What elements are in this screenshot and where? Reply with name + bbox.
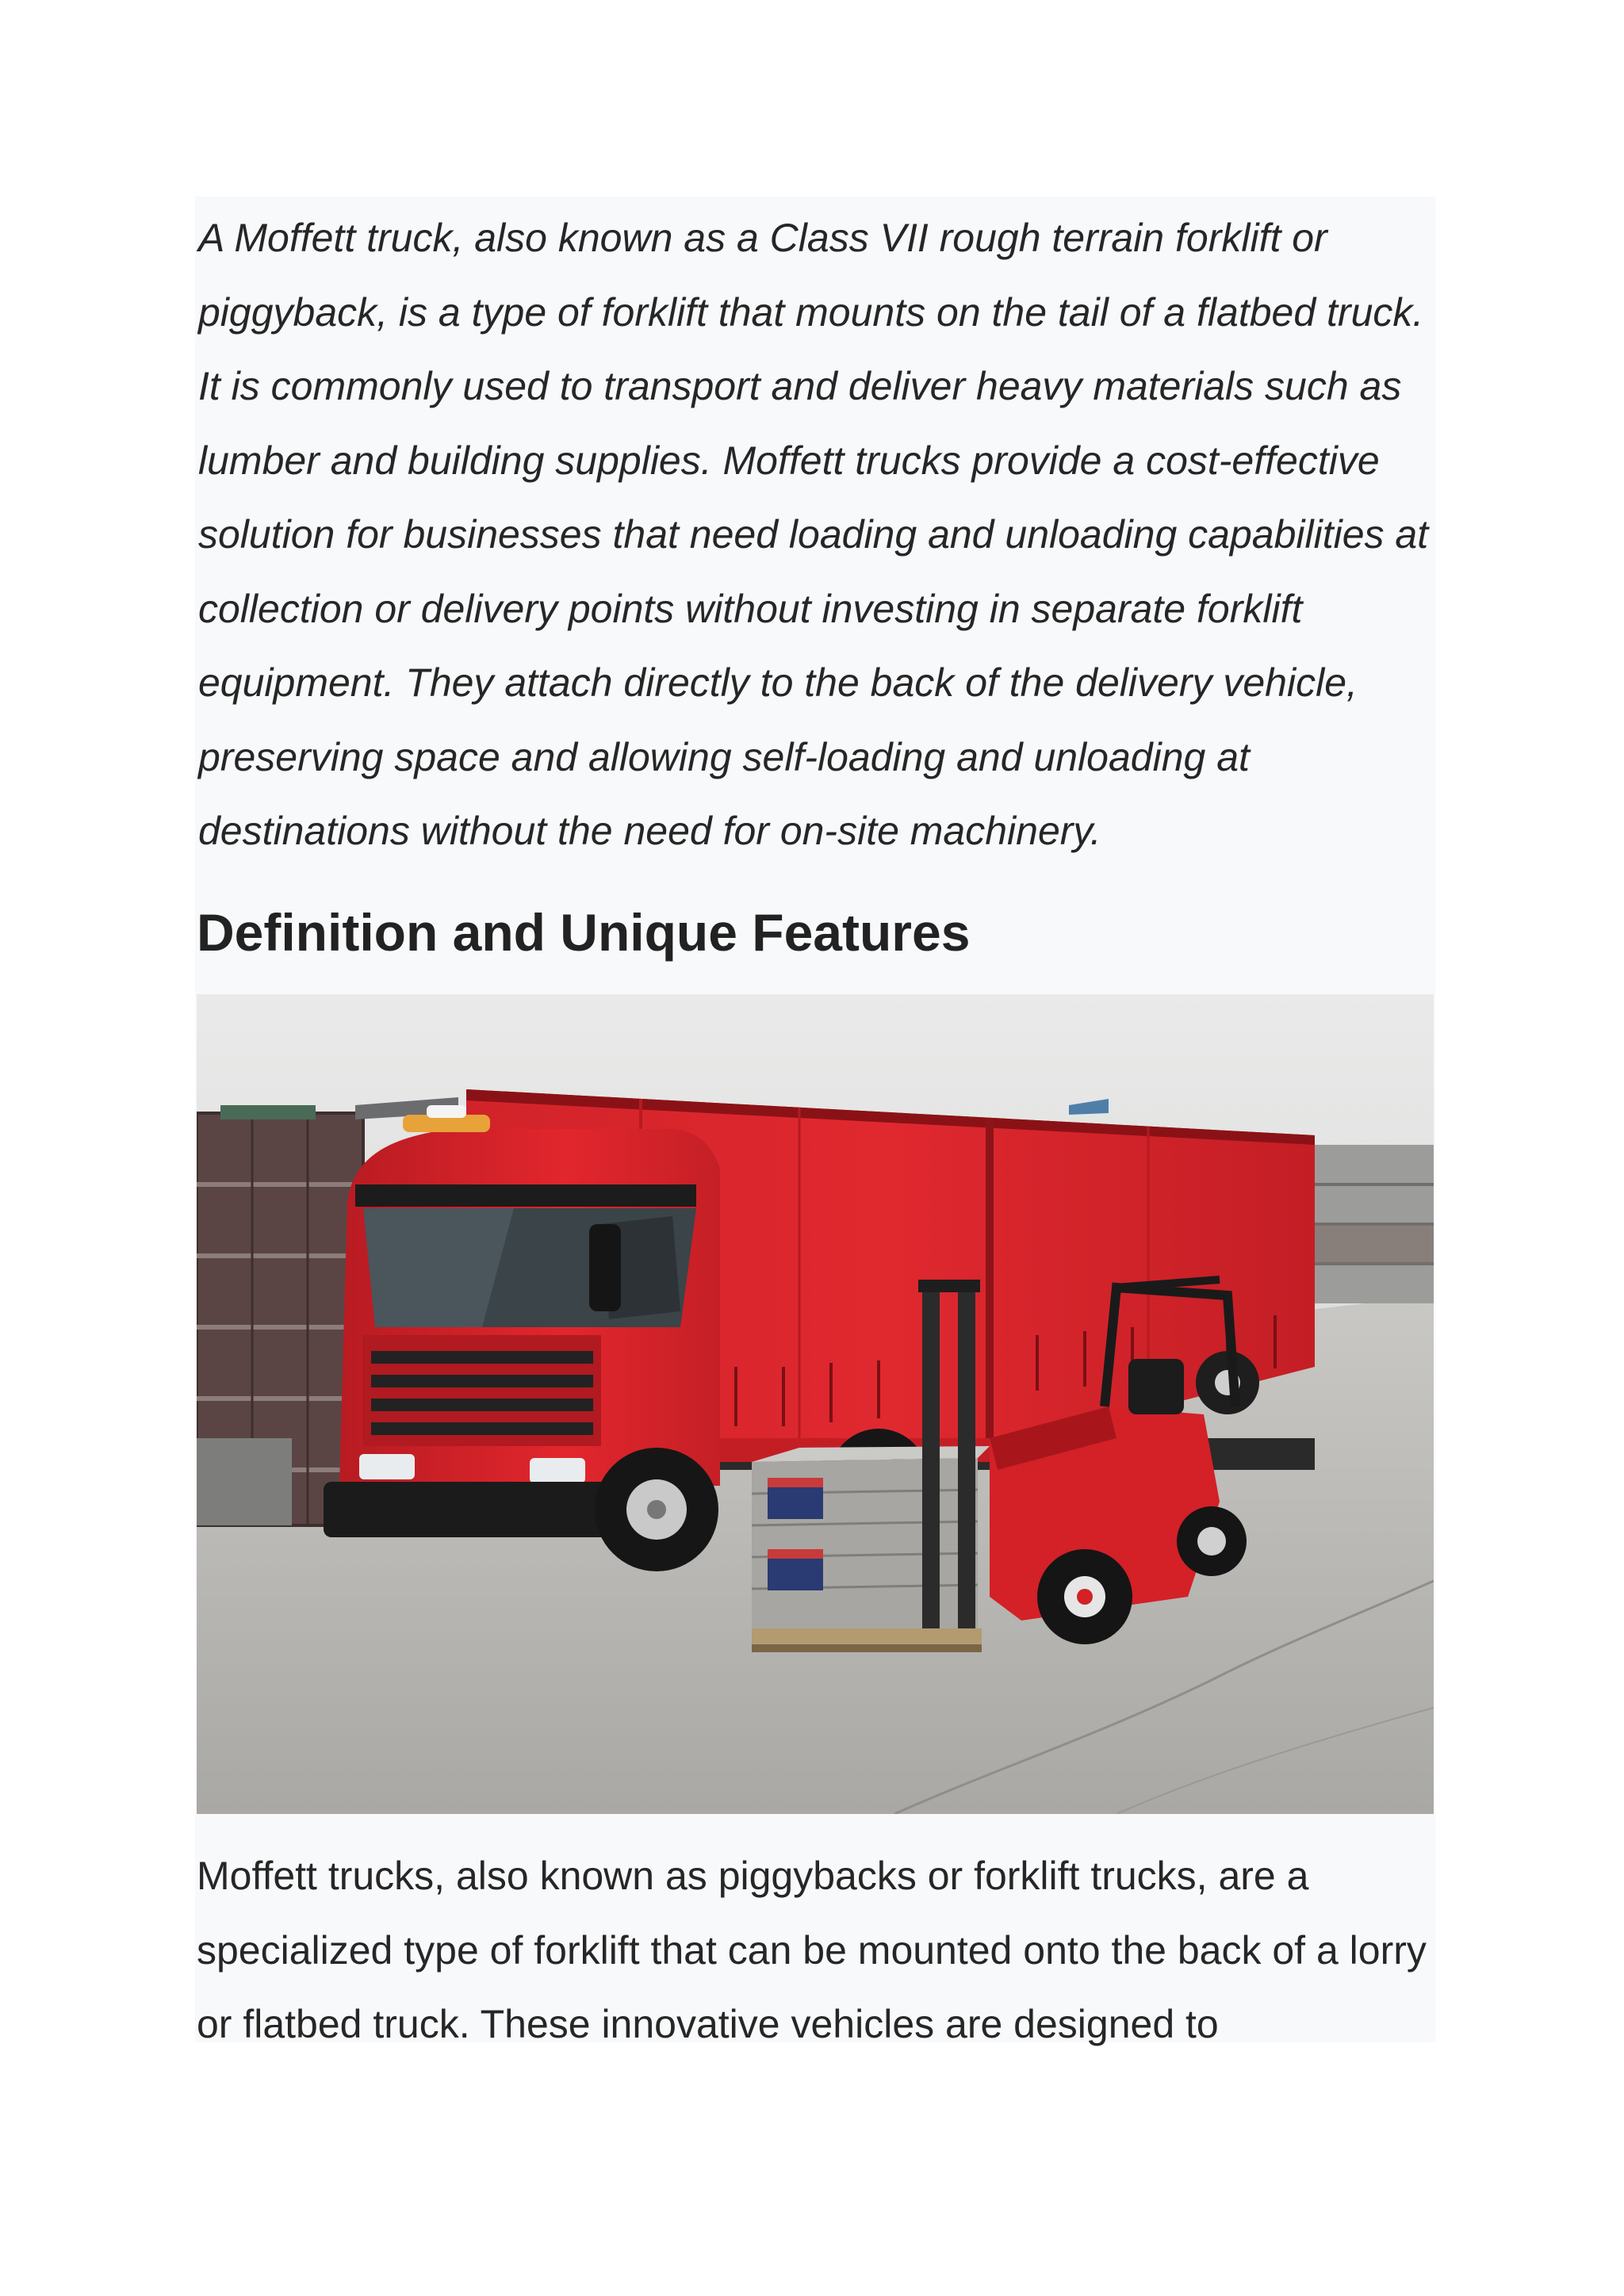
intro-paragraph: A Moffett truck, also known as a Class VII rough terrain forklift or piggyback, is a type of forklift that mounts on the tail of a flatbed truck. It is commonly used to transport and deliver heavy materials such as lumber and building supplies. Moffett trucks provide a cost-effective solution for businesses that need loading and unloading capabilities at collection or delivery points without investing in separate forklift equipment. They attach directly to the back of the delivery vehicle, preserving space and allowing self-loading and unloading at destinations without the need for on-site machinery. [198,216,1429,853]
truck-grille [363,1335,601,1446]
pallet-load [752,1446,990,1652]
moffett-truck-photo [197,994,1434,1814]
left-pallet-stacks [197,1105,363,1525]
section-heading: Definition and Unique Features [197,903,971,962]
body-paragraph: Moffett trucks, also known as piggybacks or forklift trucks, are a specialized type of forklift that can be mounted onto the back of a lorry or flatbed truck. These innovative vehicles are designed to [197,1854,1427,2046]
article-content [195,197,1435,2046]
right-pallet-stacks [1307,1145,1434,1303]
